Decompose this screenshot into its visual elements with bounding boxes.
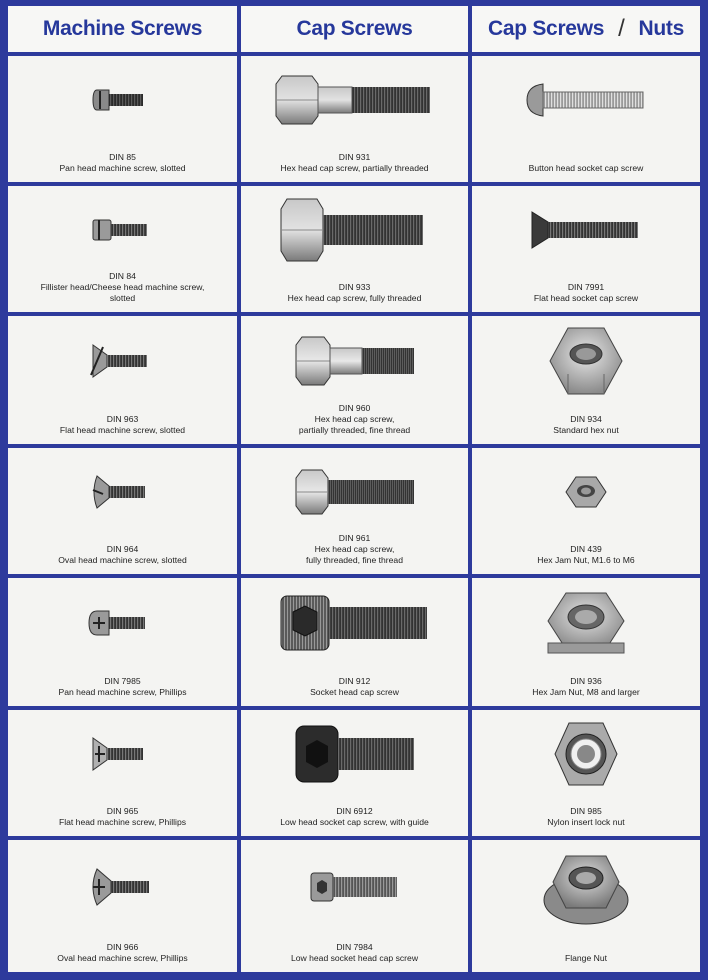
fastener-cell [241, 316, 468, 444]
fastener-cell [241, 56, 468, 182]
flat-slotted-screw-icon [83, 341, 163, 381]
fastener-cell [8, 578, 237, 706]
fastener-cell [472, 56, 700, 182]
din-code: DIN 934 [570, 414, 602, 424]
fastener-description: Flange Nut [564, 953, 608, 963]
fastener-description: Standard hex nut [553, 425, 619, 435]
fastener-cell [8, 448, 237, 574]
din-code: DIN 964 [106, 544, 139, 554]
din-code: DIN 7985 [104, 676, 141, 686]
din-code: DIN 84 [109, 271, 136, 281]
fastener-description: Fillister head/Cheese head machine screw, [40, 282, 205, 292]
fastener-cell [472, 186, 700, 312]
column-header-cap-screws-nuts [472, 6, 700, 52]
fastener-description: Hex head cap screw, [314, 544, 395, 554]
flat-phillips-screw-icon [83, 734, 163, 774]
socket-head-screw-icon [275, 590, 435, 656]
low-socket-guide-screw-icon [290, 722, 420, 786]
hex-bolt-full-icon [275, 195, 435, 265]
hex-bolt-partial-icon [270, 70, 440, 130]
fastener-cell [8, 186, 237, 312]
din-code: DIN 912 [338, 676, 371, 686]
fastener-description: Pan head machine screw, Phillips [58, 687, 187, 697]
fastener-cell [472, 578, 700, 706]
oval-phillips-screw-icon [83, 865, 163, 909]
fastener-cell [472, 448, 700, 574]
fastener-description-line2: fully threaded, fine thread [306, 555, 403, 565]
header-label: Machine Screws [42, 17, 203, 40]
fastener-cell [8, 56, 237, 182]
small-jam-nut-icon [564, 475, 608, 509]
din-code: DIN 439 [570, 544, 602, 554]
hex-bolt-fine-partial-icon [290, 333, 420, 389]
fastener-description: Low head socket cap screw, with guide [280, 817, 429, 827]
fastener-cell [241, 840, 468, 972]
fastener-description: Hex head cap screw, [314, 414, 395, 424]
header-label: Cap Screws [296, 17, 413, 40]
nylon-lock-nut-icon [551, 719, 621, 789]
fastener-cell [8, 840, 237, 972]
hex-nut-icon [546, 324, 626, 398]
fastener-description: Pan head machine screw, slotted [59, 163, 186, 173]
fastener-description: Oval head machine screw, slotted [58, 555, 187, 565]
fastener-cell [241, 710, 468, 836]
fastener-description-line2: partially threaded, fine thread [298, 425, 411, 435]
column-header-machine-screws [8, 6, 237, 52]
fastener-description: Hex Jam Nut, M8 and larger [532, 687, 640, 697]
din-code: DIN 931 [338, 152, 371, 162]
fastener-description: Flat head machine screw, Phillips [58, 817, 187, 827]
fastener-description: Socket head cap screw [310, 687, 399, 697]
pan-phillips-screw-icon [83, 603, 163, 643]
fastener-cell [241, 578, 468, 706]
low-socket-screw-icon [305, 865, 405, 909]
oval-slotted-screw-icon [83, 472, 163, 512]
din-code: DIN 936 [570, 676, 602, 686]
fastener-cell [472, 710, 700, 836]
fastener-description: Oval head machine screw, Phillips [57, 953, 188, 963]
fastener-cell [8, 316, 237, 444]
column-header-cap-screws [241, 6, 468, 52]
button-socket-screw-icon [521, 78, 651, 122]
fastener-description: Hex head cap screw, fully threaded [287, 293, 422, 303]
fastener-cell [472, 840, 700, 972]
din-code: DIN 7991 [567, 282, 605, 292]
header-label: Nuts [638, 17, 684, 40]
din-code: DIN 961 [338, 533, 371, 543]
fastener-description: Low head socket head cap screw [290, 953, 419, 963]
din-code: DIN 985 [570, 806, 602, 816]
fastener-cell [241, 186, 468, 312]
din-code: DIN 965 [106, 806, 139, 816]
fastener-cell [8, 710, 237, 836]
fastener-cell [241, 448, 468, 574]
hex-bolt-fine-full-icon [290, 466, 420, 518]
jam-nut-icon [544, 589, 628, 657]
fastener-description: Hex Jam Nut, M1.6 to M6 [537, 555, 635, 565]
header-slash: / [618, 15, 625, 42]
din-code: DIN 933 [338, 282, 371, 292]
din-code: DIN 960 [338, 403, 371, 413]
din-code: DIN 963 [106, 414, 139, 424]
pan-slotted-screw-icon [83, 80, 163, 120]
fastener-cell [472, 316, 700, 444]
fastener-description: Flat head machine screw, slotted [59, 425, 186, 435]
flange-nut-icon [541, 846, 631, 928]
din-code: DIN 7984 [336, 942, 373, 952]
header-label: Cap Screws [488, 17, 605, 40]
cheese-head-screw-icon [83, 210, 163, 250]
din-code: DIN 966 [106, 942, 139, 952]
flat-socket-screw-icon [526, 208, 646, 252]
fastener-description: Nylon insert lock nut [547, 817, 625, 827]
fastener-description: Button head socket cap screw [528, 163, 644, 173]
din-code: DIN 6912 [336, 806, 373, 816]
fastener-description: Hex head cap screw, partially threaded [280, 163, 429, 173]
din-code: DIN 85 [109, 152, 136, 162]
fastener-description-line2: slotted [109, 293, 136, 303]
fastener-description: Flat head socket cap screw [533, 293, 639, 303]
